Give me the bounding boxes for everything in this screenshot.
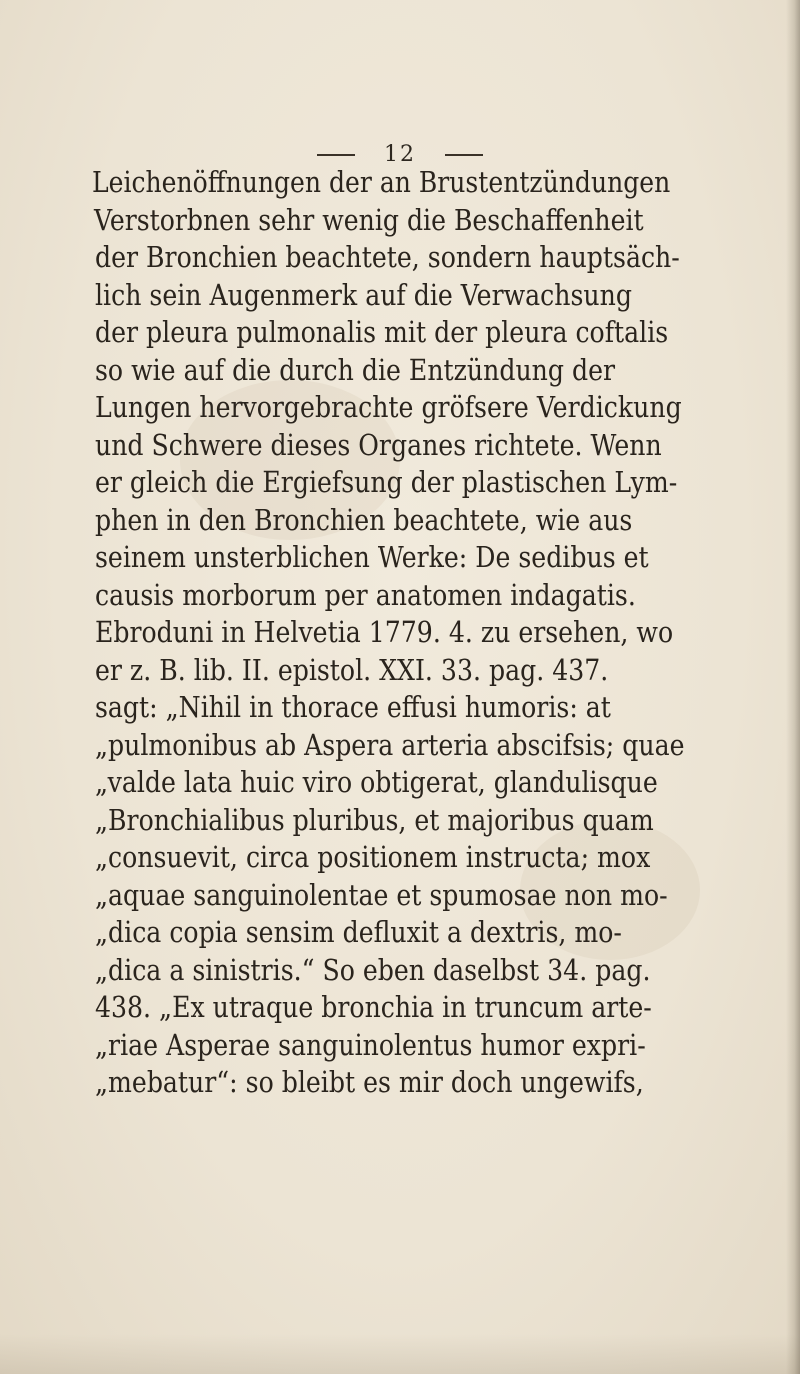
text-line: Lungen hervorgebrachte gröfsere Verdickung [95, 390, 682, 424]
text-line: Ebroduni in Helvetia 1779. 4. zu ersehen, wo [95, 615, 674, 649]
text-line: so wie auf die durch die Entzündung der [95, 352, 616, 387]
text-line: und Schwere dieses Organes richtete. Wenn [95, 427, 662, 462]
text-line: Verstorbnen sehr wenig die Beschaffenheit [94, 202, 644, 237]
text-line: Leichenöffnungen der an Brustentzündungen [92, 165, 671, 199]
text-line: lich sein Augenmerk auf die Verwachsung [95, 277, 632, 312]
header-dash-right [445, 154, 483, 156]
text-line: „valde lata huic viro obtigerat, glandulisque [95, 765, 658, 799]
text-line: „aquae sanguinolentae et spumosae non mo- [95, 877, 668, 912]
text-line: 438. „Ex utraque bronchia in truncum arte- [95, 990, 652, 1024]
page-number: 12 [384, 142, 416, 167]
page-edge-shadow [786, 0, 800, 1374]
text-line: der Bronchien beachtete, sondern hauptsäch- [95, 240, 680, 274]
body-text [0, 162, 800, 1099]
text-line: „pulmonibus ab Aspera arteria abscifsis; quae [95, 727, 685, 762]
text-line: „Bronchialibus pluribus, et majoribus quam [95, 802, 654, 837]
page-bottom-shadow [0, 1334, 800, 1374]
text-line: „consuevit, circa positionem instructa; mox [95, 840, 651, 874]
text-line: phen in den Bronchien beachtete, wie aus [95, 502, 633, 537]
text-line: „mebatur“: so bleibt es mir doch ungewifs, [95, 1065, 644, 1099]
text-line: er z. B. lib. II. epistol. XXI. 33. pag. 437. [95, 652, 609, 687]
header-dash-left [317, 154, 355, 156]
text-line: sagt: „Nihil in thorace effusi humoris: at [95, 690, 611, 724]
text-line: der pleura pulmonalis mit der pleura coftalis [95, 315, 669, 349]
text-line: causis morborum per anatomen indagatis. [95, 577, 636, 612]
text-line: „riae Asperae sanguinolentus humor expri- [95, 1027, 646, 1062]
text-line: seinem unsterblichen Werke: De sedibus et [95, 540, 649, 574]
text-line: er gleich die Ergiefsung der plastischen Lym- [95, 465, 678, 499]
text-line: „dica copia sensim defluxit a dextris, mo- [95, 915, 622, 949]
text-line: „dica a sinistris.“ So eben daselbst 34. pag. [95, 952, 651, 987]
